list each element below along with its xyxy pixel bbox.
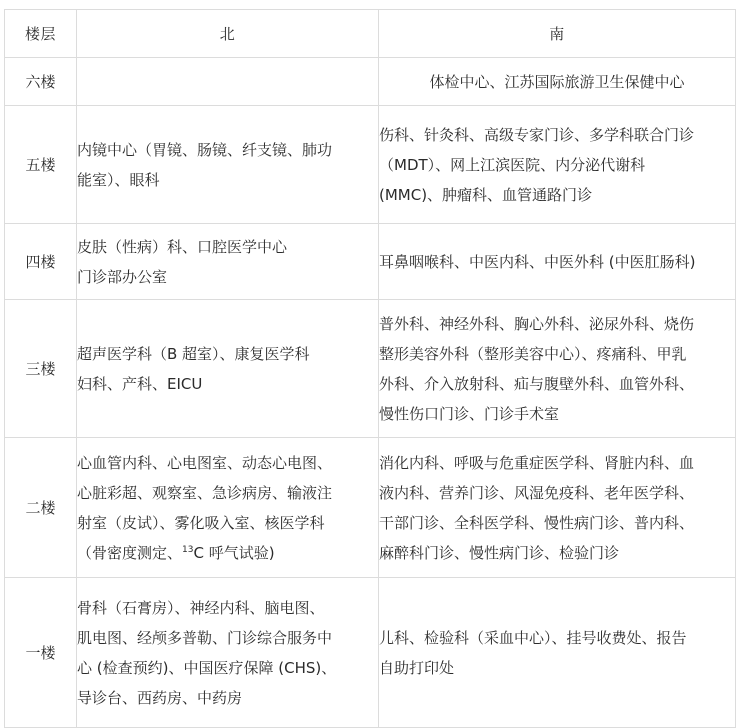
south-line: 整形美容外科（整形美容中心）、疼痛科、甲乳 [379, 344, 687, 363]
south-cell [379, 300, 736, 438]
header-south: 南 [379, 10, 736, 58]
north-line: 皮肤（性病）科、口腔医学中心 [77, 237, 288, 256]
north-line-part: C 呼气试验) [193, 543, 275, 562]
south-cell [379, 106, 736, 224]
south-line: 液内科、营养门诊、风湿免疫科、老年医学科、 [379, 483, 695, 502]
north-cell [77, 58, 379, 106]
floor-label: 五楼 [5, 106, 77, 224]
table-row [5, 578, 736, 728]
north-line: 心 (检查预约)、中国医疗保障 (CHS)、 [77, 658, 337, 677]
south-line: 儿科、检验科（采血中心）、挂号收费处、报告 [379, 628, 687, 647]
north-cell [77, 300, 379, 438]
south-line: 耳鼻咽喉科、中医内科、中医外科 (中医肛肠科) [379, 252, 696, 271]
floor-label: 一楼 [5, 578, 77, 728]
south-line: 麻醉科门诊、慢性病门诊、检验门诊 [379, 543, 620, 562]
south-cell [379, 58, 736, 106]
table-row [5, 58, 736, 106]
table-row [5, 300, 736, 438]
table-row [5, 224, 736, 300]
floor-label: 三楼 [5, 300, 77, 438]
south-line: 慢性伤口门诊、门诊手术室 [379, 404, 560, 423]
north-line: 骨科（石膏房）、神经内科、脑电图、 [77, 598, 325, 617]
north-cell [77, 438, 379, 578]
south-line: (MMC)、肿瘤科、血管通路门诊 [379, 185, 593, 204]
north-line: 内镜中心（胃镜、肠镜、纤支镜、肺功 [77, 140, 333, 159]
south-line: 普外科、神经外科、胸心外科、泌尿外科、烧伤 [379, 314, 695, 333]
north-line: 射室（皮试）、雾化吸入室、核医学科 [77, 513, 325, 532]
south-line: （MDT）、网上江滨医院、内分泌代谢科 [379, 155, 646, 174]
north-line-part: （骨密度测定、 [77, 543, 183, 562]
north-line [77, 538, 378, 568]
header-row [5, 10, 736, 58]
south-line: 消化内科、呼吸与危重症医学科、肾脏内科、血 [379, 453, 695, 472]
south-line: 干部门诊、全科医学科、慢性病门诊、普内科、 [379, 513, 695, 532]
floor-label: 六楼 [5, 58, 77, 106]
south-line: 伤科、针灸科、高级专家门诊、多学科联合门诊 [379, 125, 695, 144]
south-line: 外科、介入放射科、疝与腹壁外科、血管外科、 [379, 374, 695, 393]
table-row [5, 106, 736, 224]
south-cell [379, 224, 736, 300]
floor-directory-table [4, 9, 736, 728]
north-line: 门诊部办公室 [77, 267, 168, 286]
south-cell [379, 578, 736, 728]
floor-label: 二楼 [5, 438, 77, 578]
isotope-superscript: 13 [182, 544, 194, 555]
header-north: 北 [77, 10, 379, 58]
north-line: 能室）、眼科 [77, 170, 160, 189]
north-cell [77, 578, 379, 728]
north-cell [77, 106, 379, 224]
north-line: 妇科、产科、EICU [77, 374, 203, 393]
north-line: 肌电图、经颅多普勒、门诊综合服务中 [77, 628, 333, 647]
north-line: 导诊台、西药房、中药房 [77, 688, 243, 707]
south-line: 体检中心、江苏国际旅游卫生保健中心 [429, 72, 685, 91]
floor-label: 四楼 [5, 224, 77, 300]
north-cell [77, 224, 379, 300]
north-line: 心血管内科、心电图室、动态心电图、 [77, 453, 333, 472]
table-row [5, 438, 736, 578]
south-line: 自助打印处 [379, 658, 455, 677]
north-line: 心脏彩超、观察室、急诊病房、输液注 [77, 483, 333, 502]
south-cell [379, 438, 736, 578]
north-line: 超声医学科（B 超室）、康复医学科 [77, 344, 310, 363]
header-floor: 楼层 [5, 10, 77, 58]
